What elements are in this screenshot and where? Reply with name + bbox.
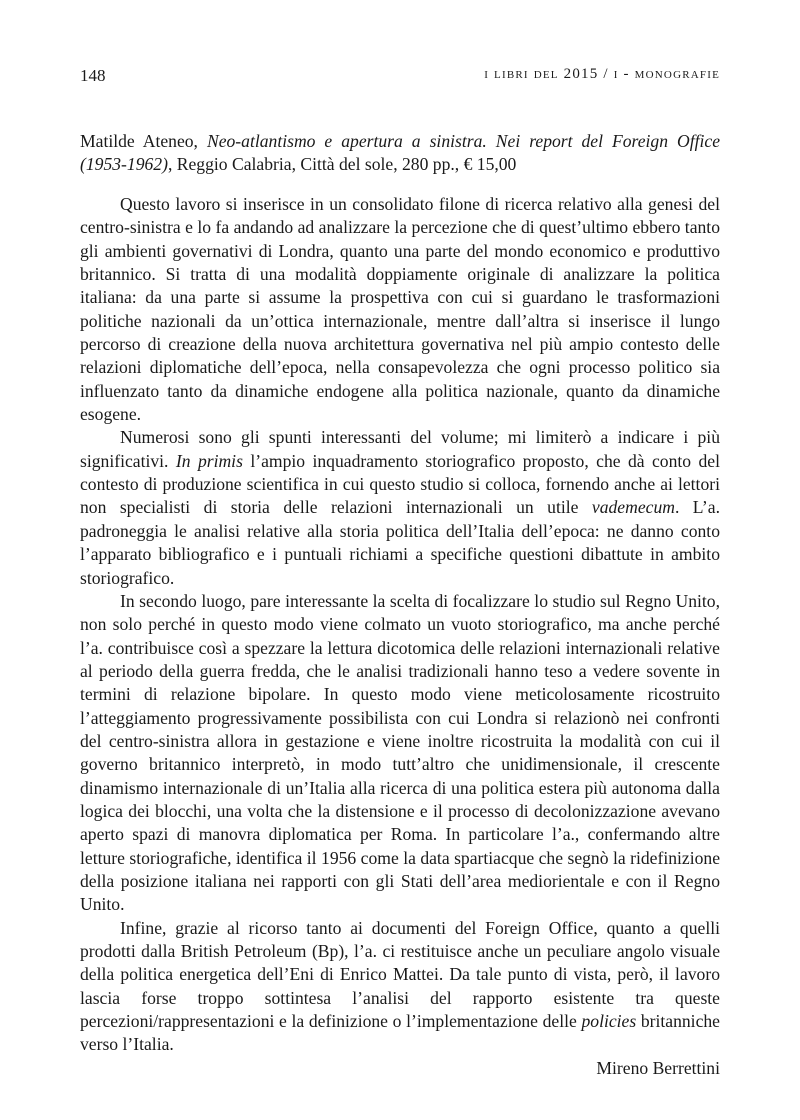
paragraph-text: Infine, grazie al ricorso tanto ai documenti del Foreign Office, quanto a quelli prodotti dalla British Petroleum (Bp), l’a. ci restituisce anche un peculiare angolo visuale della politica energetica dell’Eni di Enrico Mattei. Da tale punto di vista, però, il lavoro lascia forse troppo sottintesa l’analisi del rapporto esistente tra queste percezioni/rappresentazioni e la definizione o l’implementazione delle [80,917,720,1032]
paragraph-text: . L’a. padroneggia le analisi relative alla storia politica dell’Italia dell’epoca: ne danno conto l’apparato bibliografico e i puntuali richiami a specifiche questioni dibattute in ambito storiografico. [80,497,720,588]
paragraph-text: britanniche verso l’Italia. [80,1011,720,1055]
citation-author: Matilde Ateneo, [80,131,198,151]
page-number: 148 [80,66,106,85]
reviewer-signature: Mireno Berrettini [596,1057,720,1078]
paragraph-text: l’ampio inquadramento storiografico proposto, che dà conto del contesto di produzione scientifica in cui questo studio si colloca, fornendo anche ai lettori non specialisti di storia delle relazioni internazionali un utile [80,450,720,518]
paragraph-text: Numerosi sono gli spunti interessanti del volume; mi limiterò a indicare i più significativi. [80,427,720,471]
review-paragraph-1: Questo lavoro si inserisce in un consolidato filone di ricerca relativo alla genesi del centro-sinistra e lo fa andando ad analizzare la percezione che di quest’ultimo ebbero tanto gli ambienti governativi di Londra, quanto una parte del mondo economico e produttivo britannico. Si tratta di una modalità doppiamente originale di analizzare la politica italiana: da una parte si assume la prospettiva con cui si guardano le trasformazioni politiche nazionali da un’ottica internazionale, mentre dall’altra si inserisce il lungo percorso di creazione della nuova architettura governativa nel più ampio contesto delle relazioni diplomatiche dell’epoca, nella consapevolezza che ogni processo politico sia influenzato tanto da dinamiche endogene alla politica nazionale, quanto da dinamiche esogene. [80,194,720,425]
citation-publication: , Reggio Calabria, Città del sole, 280 pp., € 15,00 [167,154,517,175]
italic-term: In primis [175,450,243,471]
review-paragraph-3: In secondo luogo, pare interessante la scelta di focalizzare lo studio sul Regno Unito, non solo perché in questo modo viene colmato un vuoto storiografico, ma anche perché l’a. contribuisce così a spezzare la lettura dicotomica delle relazioni internazionali relative al periodo della guerra fredda, che le analisi tradizionali hanno teso a vedere sovente in termini di relazione bipolare. In questo modo viene meticolosamente ricostruito l’atteggiamento progressivamente possibilista con cui Londra si relazionò nei confronti del centro-sinistra allora in gestazione e viene inoltre ricostruita la modalità con cui il governo britannico interpretò, in modo tutt’altro che unidimensionale, il crescente dinamismo internazionale di un’Italia alla ricerca di una politica estera più autonoma dalla logica dei blocchi, una volta che la distensione e il processo di decolonizzazione avevano aperto spazi di manovra diplomatica per Roma. In particolare l’a., confermando altre letture storiografiche, identifica il 1956 come la data spartiacque che segnò la ridefinizione della posizione italiana nei rapporti con gli Stati dell’area mediorientale e con il Regno Unito. [80,590,720,915]
italic-term: policies [581,1011,637,1032]
running-head: i libri del 2015 / i - monografie [484,66,720,82]
citation-title: Neo-atlantismo e apertura a sinistra. Nei report del Foreign Office (1953-1962) [80,131,721,175]
review-paragraph-4 [80,917,720,1057]
italic-term: vademecum [591,497,675,518]
book-citation [80,130,720,176]
review-paragraph-2 [80,426,720,589]
review-body [80,193,720,1080]
